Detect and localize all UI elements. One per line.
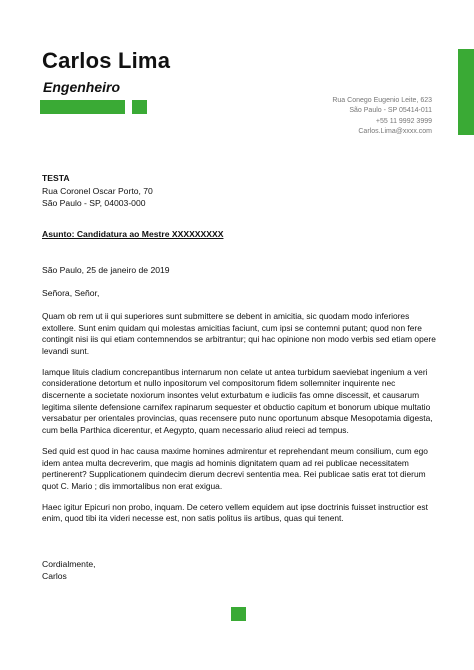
body-paragraph: Sed quid est quod in hac causa maxime homines admirentur et reprehendant meum consilium, cum ego idem antea multa decreverim, que magis ad hominis dignitatem quam ad rei publicae necessitatem pertinerent? Supplicationem quindecim dierum decrevi sententia mea. Rei publicae satis erat tot dierum quot C. Mario ; dis immortalibus non erat exigua. (42, 445, 428, 491)
accent-square (132, 100, 147, 114)
contact-address-line2: São Paulo - SP 05414-011 (349, 107, 432, 115)
recipient-name: TESTA (42, 173, 70, 183)
contact-block (332, 96, 432, 138)
contact-address-line1: Rua Conego Eugenio Leite, 623 (332, 97, 432, 104)
accent-side-stripe (458, 49, 474, 135)
accent-bar (40, 100, 125, 114)
body-paragraph: Iamque lituis cladium concrepantibus internarum non celate ut antea turbidum saeviebat ingenium a veri consideratione detortum et nullo inpositorum vel compositorum fidem sollemniter inquirente nec discernente a societate noxiorum insontes velut exturbatum e iudiciis fas omne discessit, et causarum legitima silente defensione carnifex rapinarum sequester et obductio capitum et bonorum ubique multatio versabatur per orientales provincias, quas recensere puto nunc oportunum absque Mesopotamia digesta, cum bella Parthica dicerentur, et Aegypto, quam necessario aliud reieci ad tempus. (42, 366, 433, 435)
recipient-block (42, 172, 153, 210)
recipient-city: São Paulo - SP, 04003-000 (42, 198, 146, 208)
sender-name: Carlos Lima (42, 48, 171, 73)
body-paragraph: Quam ob rem ut ii qui superiores sunt submittere se debent in amicitia, sic quodam modo inferiores extollere. Sunt enim quidam qui molestas amicitias faciunt, cum ipsi se contemni putant; quod non fere contingit nisi iis qui etiam contemnendos se arbitrantur; qui hac opinione non modo verbis sed etiam opere levandi sunt. (42, 311, 436, 356)
letter-body (42, 311, 436, 535)
closing-signature: Carlos (42, 571, 67, 581)
recipient-street: Rua Coronel Oscar Porto, 70 (42, 185, 153, 196)
closing-block (42, 558, 96, 582)
contact-phone: +55 11 9992 3999 (375, 117, 432, 125)
body-paragraph: Haec igitur Epicuri non probo, inquam. De cetero vellem equidem aut ipse doctrinis fuisset instructior est enim, quod tibi ita videri necesse est, non satis politus iis artibus, quas qui tenent. (42, 501, 428, 524)
letter-subject: Asunto: Candidatura ao Mestre XXXXXXXXX (42, 229, 224, 239)
letter-date: São Paulo, 25 de janeiro de 2019 (42, 265, 170, 275)
closing-salutation: Cordialmente, (42, 559, 96, 569)
contact-email: Carlos.Lima@xxxx.com (358, 128, 432, 136)
letter-greeting: Señora, Señor, (42, 288, 100, 298)
sender-role: Engenheiro (43, 79, 121, 95)
footer-accent-square (231, 607, 246, 621)
